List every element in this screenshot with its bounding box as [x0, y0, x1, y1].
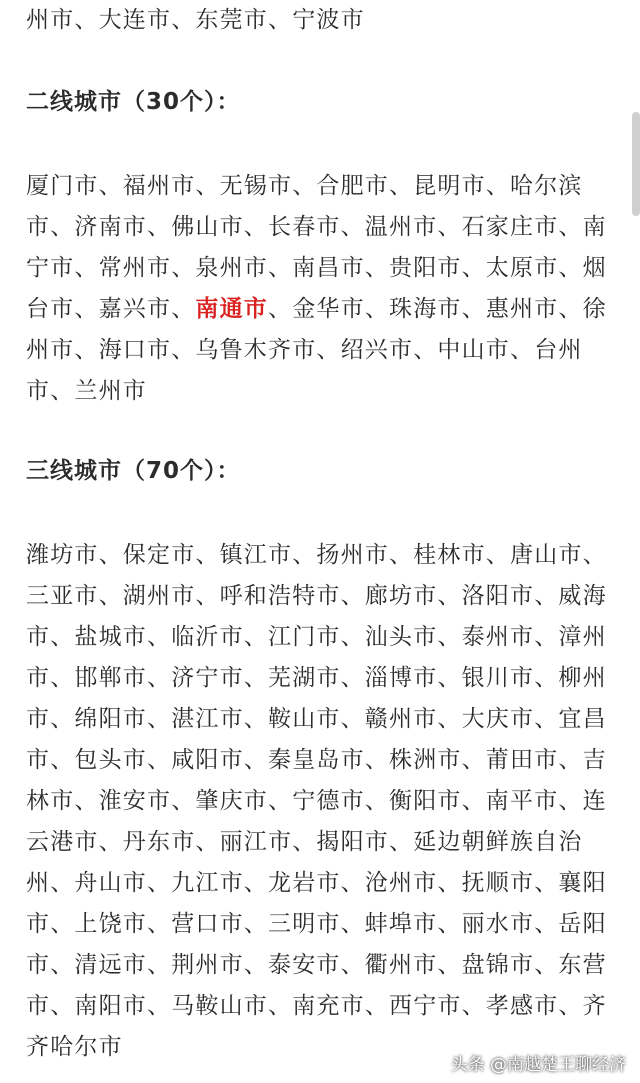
- tier3-paragraph: 潍坊市、保定市、镇江市、扬州市、桂林市、唐山市、三亚市、湖州市、呼和浩特市、廊坊市、洛阳市、威海市、盐城市、临沂市、江门市、汕头市、泰州市、漳州市、邯郸市、济宁市、芜湖市、淄博市、银川市、柳州市、绵阳市、湛江市、鞍山市、赣州市、大庆市、宜昌市、包头市、咸阳市、秦皇岛市、株洲市、莆田市、吉林市、淮安市、肇庆市、宁德市、衡阳市、南平市、连云港市、丹东市、丽江市、揭阳市、延边朝鲜族自治州、舟山市、九江市、龙岩市、沧州市、抚顺市、襄阳市、上饶市、营口市、三明市、蚌埠市、丽水市、岳阳市、清远市、荆州市、泰安市、衢州市、盘锦市、东营市、南阳市、马鞍山市、南充市、西宁市、孝感市、齐齐哈尔市: [26, 542, 607, 1060]
- scrollbar-thumb[interactable]: [632, 112, 640, 216]
- tier2-text-after: 、金华市、珠海市、惠州市、徐州市、海口市、乌鲁木齐市、绍兴市、中山市、台州市、兰州市: [26, 296, 607, 404]
- watermark: [451, 1050, 626, 1075]
- tier2-highlight-city: 南通市: [195, 296, 269, 322]
- watermark-text: 头条 @南越楚王聊经济: [450, 1055, 626, 1075]
- tier2-heading: 二线城市（30个）：: [26, 89, 241, 115]
- tier2-paragraph: [26, 166, 616, 412]
- tier2-text-before: 厦门市、福州市、无锡市、合肥市、昆明市、哈尔滨市、济南市、佛山市、长春市、温州市、石家庄市、南宁市、常州市、泉州市、南昌市、贵阳市、太原市、烟台市、嘉兴市、: [26, 173, 607, 322]
- intro-paragraph: 州市、大连市、东莞市、宁波市: [26, 7, 365, 33]
- tier3-heading: 三线城市（70个）：: [26, 458, 241, 484]
